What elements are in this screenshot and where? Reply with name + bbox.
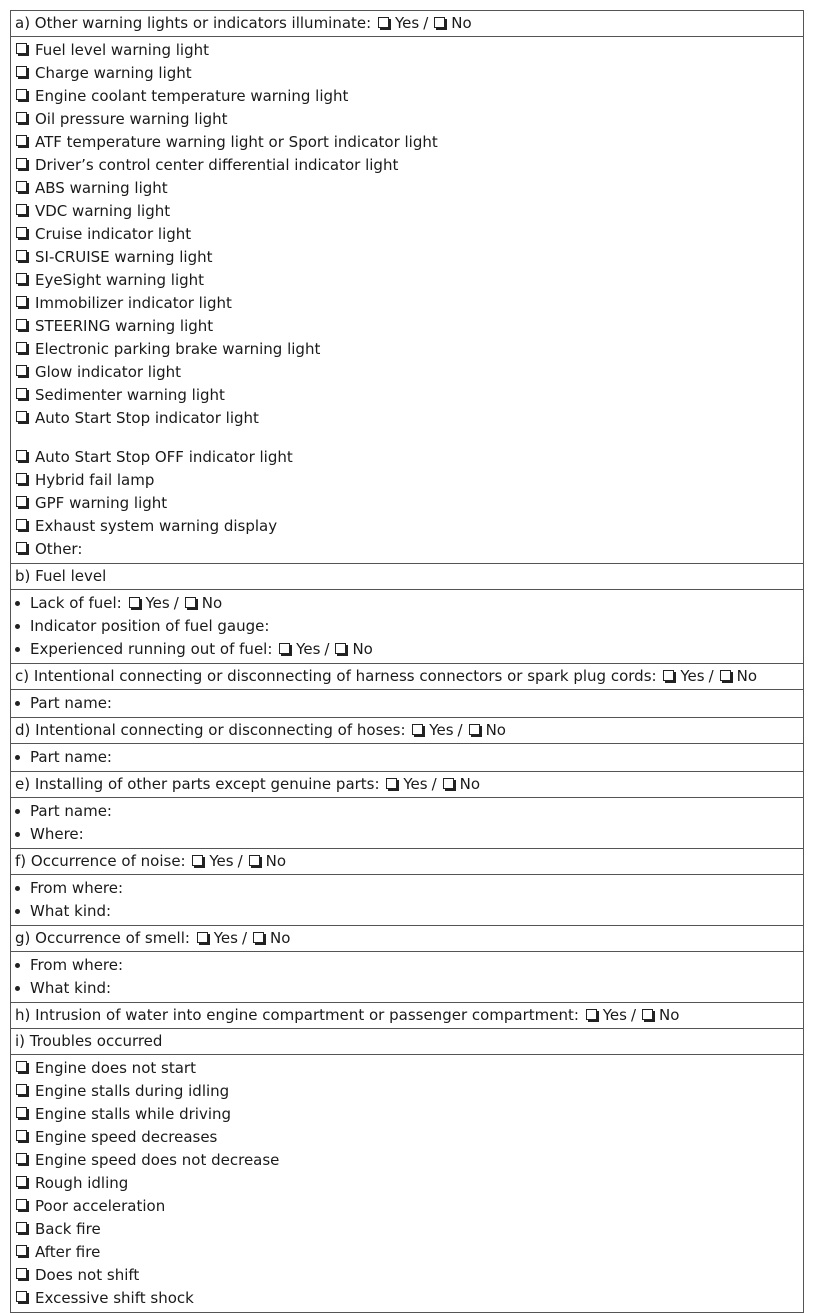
checkbox-item [15,177,803,200]
checkbox-item [15,1149,803,1172]
separator: / [630,1006,637,1024]
checkbox[interactable] [16,1245,27,1256]
list-item [15,592,803,615]
no-checkbox[interactable] [434,17,445,28]
checkbox-item [15,1287,803,1310]
section-e-header [11,771,803,797]
checkbox-label: Exhaust system warning display [35,517,278,535]
no-checkbox[interactable] [642,1009,653,1020]
checkbox-label: SI-CRUISE warning light [35,248,213,266]
no-label: No [736,667,758,685]
checkbox-label: Excessive shift shock [35,1289,194,1307]
checkbox-item [15,515,803,538]
checkbox[interactable] [16,89,27,100]
checkbox[interactable] [16,158,27,169]
section-d-list [11,743,803,771]
checkbox[interactable] [16,1199,27,1210]
checkbox-item [15,1172,803,1195]
bullet-icon [15,886,20,891]
checkbox[interactable] [16,1291,27,1302]
section-g-header [11,925,803,951]
checkbox[interactable] [16,411,27,422]
checkbox-item [15,361,803,384]
separator: / [324,640,330,658]
checkbox[interactable] [16,296,27,307]
section-g-title: g) Occurrence of smell: [15,929,190,947]
checkbox-label: Engine speed decreases [35,1128,218,1146]
section-c-title: c) Intentional connecting or disconnecting of harness connectors or spark plug cords: [15,667,657,685]
checkbox-item [15,39,803,62]
checkbox-item [15,1057,803,1080]
checkbox-item [15,492,803,515]
checkbox[interactable] [16,496,27,507]
list-item-label: What kind: [30,902,112,920]
checkbox[interactable] [16,365,27,376]
section-f-title: f) Occurrence of noise: [15,852,186,870]
checkbox[interactable] [16,43,27,54]
bullet-icon [15,909,20,914]
yes-checkbox[interactable] [586,1009,597,1020]
section-f-header [11,848,803,874]
checkbox-label: Engine stalls while driving [35,1105,232,1123]
checkbox[interactable] [16,1107,27,1118]
bullet-icon [15,986,20,991]
spacer [15,430,803,446]
bullet-icon [15,755,20,760]
checkbox-item [15,338,803,361]
checkbox-item [15,108,803,131]
no-checkbox[interactable] [720,670,731,681]
no-label: No [265,852,287,870]
yes-checkbox[interactable] [663,670,674,681]
checkbox-item [15,269,803,292]
yes-checkbox[interactable] [378,17,389,28]
checkbox-label: Engine stalls during idling [35,1082,230,1100]
yes-checkbox[interactable] [192,855,203,866]
list-item [15,977,803,1000]
list-item-label: Part name: [30,748,112,766]
checkbox-label: EyeSight warning light [35,271,205,289]
checkbox-label: Sedimenter warning light [35,386,225,404]
checkbox[interactable] [16,1222,27,1233]
checkbox-item [15,1218,803,1241]
checkbox[interactable] [16,1268,27,1279]
yes-checkbox[interactable] [386,778,397,789]
separator: / [457,721,463,739]
yes-label: Yes [429,721,454,739]
checkbox-label: Driver’s control center differential indicator light [35,156,399,174]
checkbox[interactable] [16,250,27,261]
checkbox-label: Back fire [35,1220,101,1238]
no-label: No [459,775,481,793]
section-i-header [11,1028,803,1054]
checkbox-label: Cruise indicator light [35,225,192,243]
checkbox-label: Auto Start Stop OFF indicator light [35,448,293,466]
checkbox-label: Hybrid fail lamp [35,471,155,489]
checkbox-item [15,62,803,85]
checkbox-label: Immobilizer indicator light [35,294,232,312]
checkbox[interactable] [16,181,27,192]
no-label: No [352,640,373,658]
bullet-icon [15,832,20,837]
bullet-icon [15,624,20,629]
checkbox-label: STEERING warning light [35,317,214,335]
checkbox-item [15,292,803,315]
section-a-list [11,36,803,563]
yes-label: Yes [213,929,238,947]
separator: / [237,852,243,870]
ran-out-label: Experienced running out of fuel: [30,640,273,658]
no-checkbox[interactable] [335,643,346,654]
yes-label: Yes [145,594,170,612]
no-label: No [659,1006,680,1024]
checkbox[interactable] [16,319,27,330]
checkbox-item [15,446,803,469]
checkbox-item [15,1103,803,1126]
yes-checkbox[interactable] [129,597,140,608]
list-item-label: Part name: [30,802,112,820]
no-checkbox[interactable] [253,932,264,943]
checkbox-item [15,85,803,108]
bullet-icon [15,647,20,652]
checkbox-item [15,407,803,430]
checkbox-label: Other: [35,540,83,558]
list-item-label: From where: [30,879,124,897]
checkbox-label: Engine coolant temperature warning light [35,87,349,105]
yes-label: Yes [403,775,428,793]
list-item [15,638,803,661]
checkbox[interactable] [16,450,27,461]
checkbox-label: Charge warning light [35,64,192,82]
checkbox-label: Does not shift [35,1266,140,1284]
checkbox[interactable] [16,473,27,484]
checkbox-item [15,223,803,246]
list-item-label: Where: [30,825,84,843]
section-h-header [11,1002,803,1028]
no-label: No [270,929,291,947]
checkbox[interactable] [16,1176,27,1187]
list-item [15,823,803,846]
list-item [15,615,803,638]
checkbox[interactable] [16,388,27,399]
list-item [15,900,803,923]
checkbox-label: ABS warning light [35,179,168,197]
yes-label: Yes [209,852,234,870]
checkbox-item [15,315,803,338]
no-checkbox[interactable] [443,778,454,789]
checkbox-item [15,246,803,269]
checkbox-item [15,1126,803,1149]
section-i-list [11,1054,803,1312]
list-item-label: What kind: [30,979,112,997]
checkbox-item [15,1264,803,1287]
checkbox-item [15,384,803,407]
section-d-header [11,717,803,743]
checkbox-label: Engine speed does not decrease [35,1151,280,1169]
separator: / [173,594,179,612]
no-label: No [451,14,472,32]
section-d-title: d) Intentional connecting or disconnecting of hoses: [15,721,406,739]
section-c-header [11,663,803,689]
list-item-label: Part name: [30,694,112,712]
checkbox[interactable] [16,342,27,353]
list-item [15,877,803,900]
bullet-icon [15,809,20,814]
separator: / [241,929,248,947]
separator: / [431,775,437,793]
section-f-list [11,874,803,925]
checkbox-label: Engine does not start [35,1059,196,1077]
section-i-title: i) Troubles occurred [15,1032,163,1050]
checkbox-label: After fire [35,1243,101,1261]
section-a-title: a) Other warning lights or indicators illuminate: [15,14,372,32]
checkbox[interactable] [16,135,27,146]
checkbox[interactable] [16,1130,27,1141]
checkbox-label: VDC warning light [35,202,171,220]
section-b-header [11,563,803,589]
checkbox-item [15,200,803,223]
checkbox[interactable] [16,227,27,238]
yes-label: Yes [602,1006,627,1024]
section-e-title: e) Installing of other parts except genuine parts: [15,775,380,793]
checkbox[interactable] [16,1084,27,1095]
section-g-list [11,951,803,1002]
checkbox-label: Oil pressure warning light [35,110,228,128]
bullet-icon [15,963,20,968]
yes-checkbox[interactable] [279,643,290,654]
no-checkbox[interactable] [249,855,260,866]
indicator-position-label: Indicator position of fuel gauge: [30,617,270,635]
section-e-list [11,797,803,848]
questionnaire-table [10,10,804,1313]
checkbox[interactable] [16,519,27,530]
yes-label: Yes [680,667,705,685]
separator: / [708,667,714,685]
checkbox[interactable] [16,66,27,77]
bullet-icon [15,601,20,606]
checkbox[interactable] [16,1153,27,1164]
list-item-label: From where: [30,956,124,974]
checkbox-label: Poor acceleration [35,1197,166,1215]
checkbox[interactable] [16,204,27,215]
yes-label: Yes [395,14,420,32]
checkbox-item [15,1195,803,1218]
checkbox-item [15,469,803,492]
no-label: No [485,721,506,739]
checkbox-item [15,1241,803,1264]
yes-label: Yes [296,640,321,658]
checkbox[interactable] [16,112,27,123]
list-item [15,692,803,715]
separator: / [423,14,429,32]
checkbox[interactable] [16,273,27,284]
yes-checkbox[interactable] [197,932,208,943]
checkbox-item [15,1080,803,1103]
list-item [15,746,803,769]
checkbox-label: Rough idling [35,1174,129,1192]
checkbox[interactable] [16,1061,27,1072]
yes-checkbox[interactable] [412,724,423,735]
checkbox-item [15,131,803,154]
no-label: No [201,594,223,612]
checkbox-label: GPF warning light [35,494,168,512]
list-item [15,954,803,977]
section-b-list [11,589,803,663]
section-a-header [11,11,803,36]
section-h-title: h) Intrusion of water into engine compartment or passenger compartment: [15,1006,579,1024]
lack-of-fuel-label: Lack of fuel: [30,594,122,612]
section-b-title: b) Fuel level [15,567,107,585]
checkbox-label: Electronic parking brake warning light [35,340,321,358]
checkbox-label: Auto Start Stop indicator light [35,409,259,427]
checkbox-label: ATF temperature warning light or Sport indicator light [35,133,438,151]
no-checkbox[interactable] [469,724,480,735]
checkbox-label: Fuel level warning light [35,41,209,59]
checkbox[interactable] [16,542,27,553]
section-c-list [11,689,803,717]
list-item [15,800,803,823]
checkbox-label: Glow indicator light [35,363,182,381]
no-checkbox[interactable] [185,597,196,608]
checkbox-item [15,538,803,561]
bullet-icon [15,701,20,706]
checkbox-item [15,154,803,177]
